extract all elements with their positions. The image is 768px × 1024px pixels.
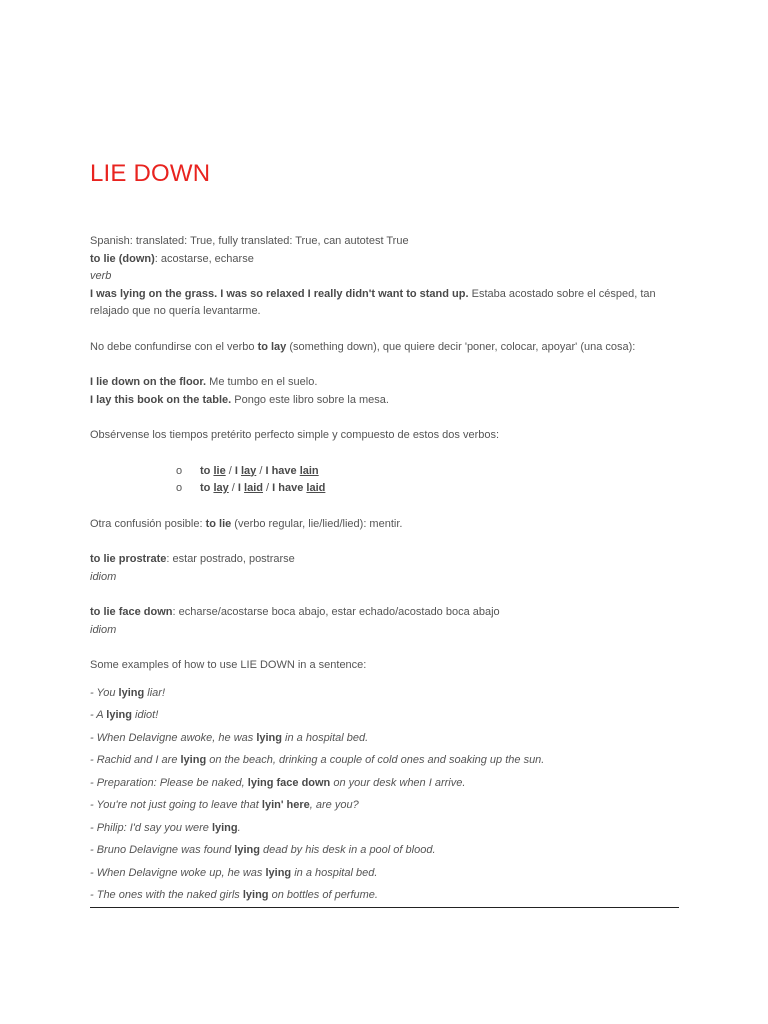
example-sentence: - Philip: I'd say you were lying.: [90, 821, 241, 834]
pair-spanish-2: Pongo este libro sobre la mesa.: [231, 393, 389, 406]
example-sentence: - The ones with the naked girls lying on bottles of perfume.: [90, 889, 378, 901]
entry-face-down: to lie face down: echarse/acostarse boca abajo, estar echado/acostado boca abajo: [90, 606, 500, 618]
conj-word: lain: [299, 464, 319, 477]
pair-english-2: I lay this book on the table.: [90, 393, 232, 406]
entry-term: to lie face down: [90, 606, 173, 618]
entry-term: to lie (down): [90, 252, 155, 265]
example-english: I was lying on the grass. I was so relaxed I really didn't want to stand up.: [90, 287, 469, 300]
entry-pos: [90, 569, 685, 587]
other-confusion: Otra confusión posible: to lie (verbo regular, lie/lied/lied): mentir.: [90, 517, 403, 530]
entry-definition: [90, 251, 685, 269]
conj-word: lay: [240, 464, 257, 477]
bottom-divider: [90, 907, 679, 908]
pair-example-2: [90, 392, 685, 410]
confusion-prefix: No debe confundirse con el verbo: [90, 340, 258, 353]
other-term: to lie: [205, 517, 232, 530]
confusion-note: [90, 339, 685, 357]
page-title: LIE DOWN: [90, 160, 211, 187]
bullet-icon: o: [176, 464, 183, 477]
example-sentence: - Preparation: Please be naked, lying face down on your desk when I arrive.: [90, 776, 466, 789]
example-sentence: - You're not just going to leave that lyin' here, are you?: [90, 799, 359, 811]
example-sentence: - Rachid and I are lying on the beach, drinking a couple of cold ones and soaking up the sun.: [90, 754, 545, 766]
entry-pos: [90, 622, 685, 640]
pair-spanish-1: Me tumbo en el suelo.: [206, 376, 318, 388]
conj-word: lay: [213, 482, 229, 494]
document-body: [90, 233, 685, 910]
examples-intro: Some examples of how to use LIE DOWN in a sentence:: [90, 659, 367, 671]
entry-term: to lie prostrate: [90, 553, 167, 565]
example-sentence: - A lying idiot!: [90, 709, 159, 721]
example-sentences: [90, 685, 685, 905]
conjugation-row-lay: o to lay / I laid / I have laid: [176, 480, 685, 498]
pos-label: idiom: [90, 570, 117, 583]
confusion-suffix: (something down), que quiere decir 'poner, colocar, apoyar' (una cosa):: [286, 340, 636, 353]
example-sentence: - Bruno Delavigne was found lying dead by his desk in a pool of blood.: [90, 844, 436, 856]
pos-label: verb: [90, 270, 112, 282]
pair-english-1: I lie down on the floor.: [90, 376, 207, 388]
conj-word: lie: [213, 464, 226, 477]
confusion-term: to lay: [257, 340, 287, 353]
example-spanish: Estaba acostado sobre el césped, tan relajado que no quería levantarme.: [90, 287, 656, 317]
conj-word: laid: [244, 482, 263, 494]
bullet-icon: o: [176, 482, 183, 494]
entry-prostrate: to lie prostrate: estar postrado, postrarse: [90, 553, 295, 565]
example-sentence: - When Delavigne awoke, he was lying in a hospital bed.: [90, 731, 369, 744]
conj-word: laid: [306, 482, 326, 494]
pos-label: idiom: [90, 623, 117, 636]
tenses-intro: Obsérvense los tiempos pretérito perfecto simple y compuesto de estos dos verbos:: [90, 429, 500, 441]
pair-example-1: [90, 374, 685, 392]
conjugation-row-lie: o to lie / I lay / I have lain: [176, 463, 685, 481]
example-sentence: - When Delavigne woke up, he was lying in a hospital bed.: [90, 866, 378, 879]
example-sentence: - You lying liar!: [90, 686, 165, 699]
conjugation-list: [176, 463, 685, 498]
meta-line: Spanish: translated: True, fully translated: True, can autotest True: [90, 235, 409, 247]
entry-example: [90, 286, 685, 321]
entry-definition-text: : acostarse, echarse: [154, 252, 254, 265]
entry-pos: [90, 268, 685, 286]
